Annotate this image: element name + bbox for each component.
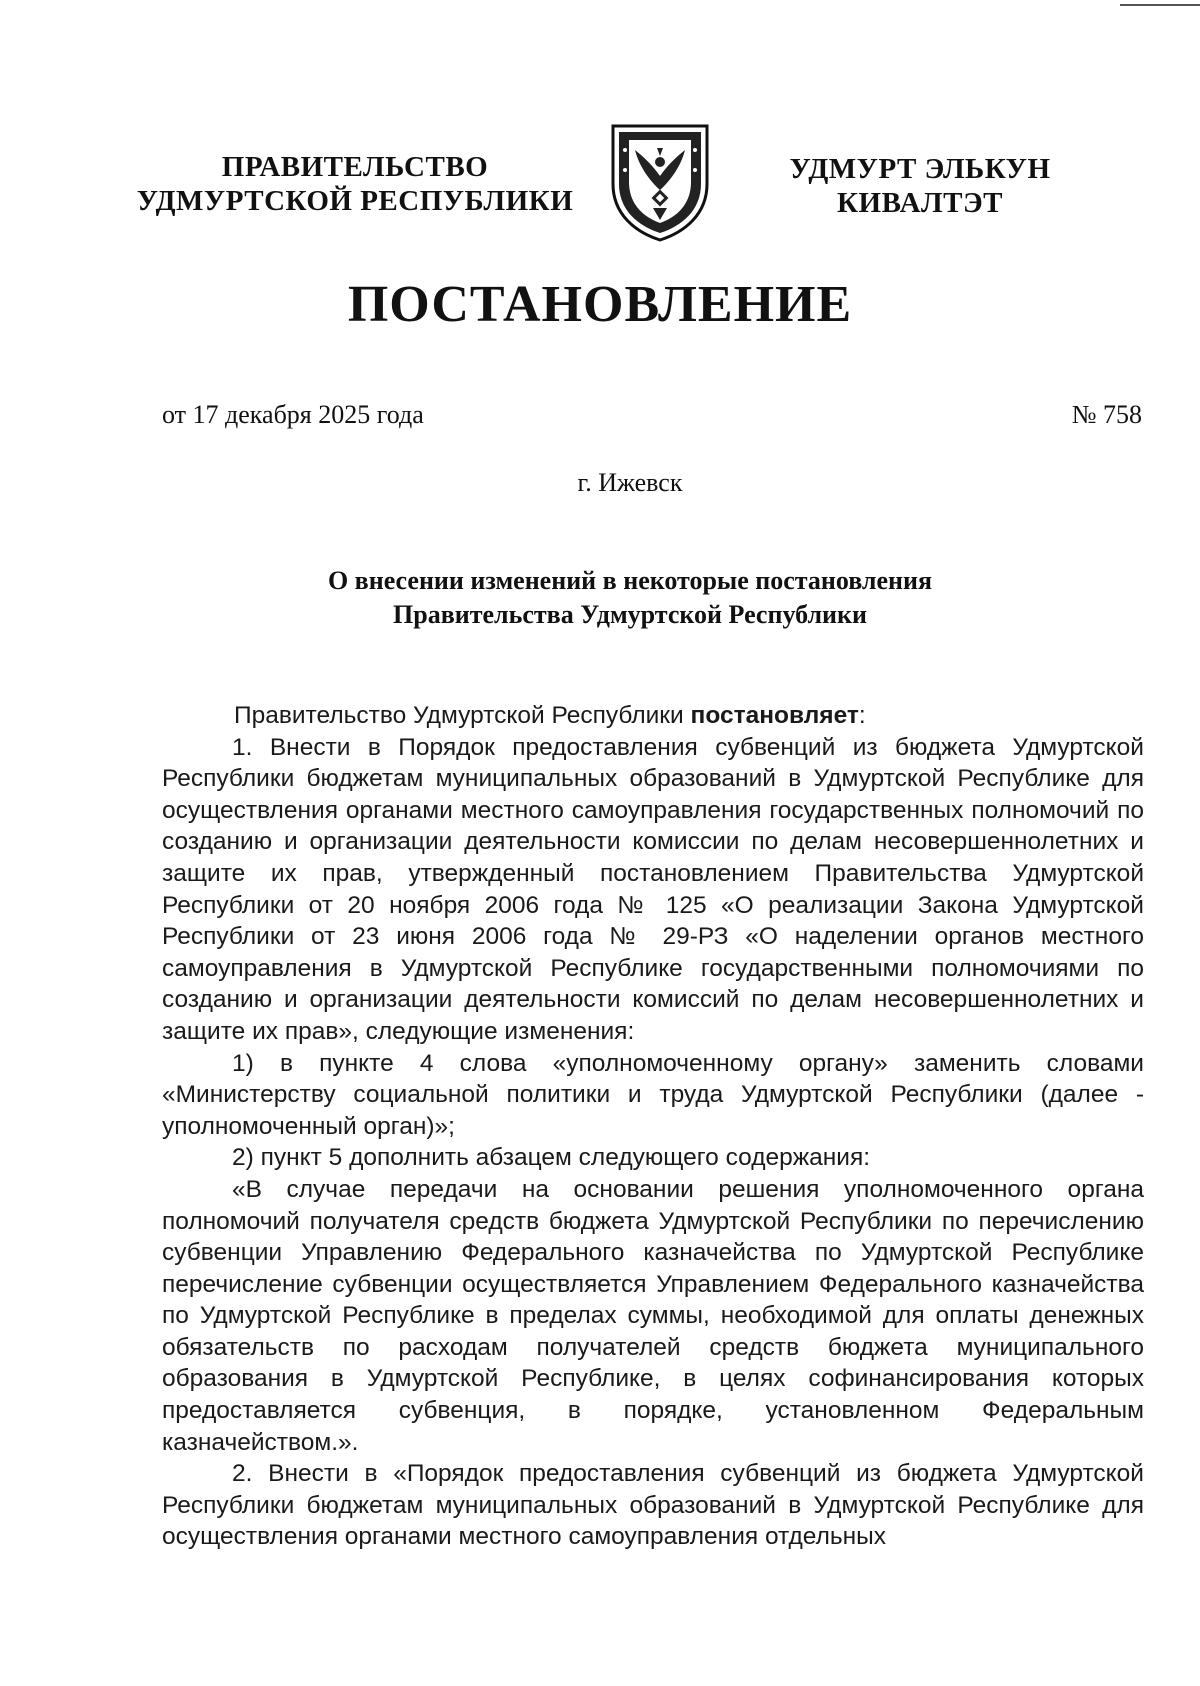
body-intro-prefix: Правительство Удмуртской Республики	[234, 702, 691, 729]
body-intro	[162, 700, 1144, 732]
body-paragraph-3: 2) пункт 5 дополнить абзацем следующего содержания:	[232, 1144, 871, 1172]
body-paragraph-4: «В случае передачи на основании решения уполномоченного органа полномочий получателя средств бюджета Удмуртской Республики по перечислению субвенции Управлению Федерального казначейства по Удмуртской Республике перечисление субвенции осуществляется Управлением Федерального казначейства по Удмуртской Республике в пределах суммы, необходимой для оплаты денежных обязательств по расходам получателей средств бюджета муниципального образования в Удмуртской Республике, в целях софинансирования которых предоставляется субвенция, в порядке, установленном Федеральным казначейством.».	[162, 1175, 1144, 1456]
government-name-udmurt-line-1: УДМУРТ ЭЛЬКУН	[789, 153, 1051, 185]
document-number: № 758	[1071, 400, 1142, 429]
udmurt-coat-of-arms-icon	[605, 120, 715, 242]
government-name-line-1: ПРАВИТЕЛЬСТВО	[221, 151, 489, 183]
document-type-title: ПОСТАНОВЛЕНИЕ	[347, 276, 853, 333]
body-intro-bold: постановляет	[690, 702, 859, 729]
scan-edge-line	[1120, 4, 1200, 6]
government-name-russian	[130, 150, 580, 218]
document-subject-line-1: О внесении изменений в некоторые постановления	[327, 566, 933, 595]
document-header	[0, 120, 1200, 240]
document-subject-line-2: Правительства Удмуртской Республики	[393, 600, 867, 629]
document-body	[162, 700, 1144, 1553]
government-name-line-2: УДМУРТСКОЙ РЕСПУБЛИКИ	[136, 185, 574, 217]
body-paragraph-5: 2. Внести в «Порядок предоставления субвенций из бюджета Удмуртской Республики бюджетам муниципальных образований в Удмуртской Республике для осуществления органами местного самоуправления отдельных	[162, 1460, 1144, 1551]
body-paragraph-1: 1. Внести в Порядок предоставления субвенций из бюджета Удмуртской Республики бюджетам муниципальных образований в Удмуртской Республике для осуществления органами местного самоуправления государственных полномочий по созданию и организации деятельности комиссии по делам несовершеннолетних и защите их прав, утвержденный постановлением Правительства Удмуртской Республики от 20 ноября 2006 года № 125 «О реализации Закона Удмуртской Республики от 23 июня 2006 года № 29-РЗ «О наделении органов местного самоуправления в Удмуртской Республике государственными полномочиями по созданию и организации деятельности комиссий по делам несовершеннолетних и защите их прав», следующие изменения:	[162, 733, 1144, 1045]
document-subject	[0, 564, 1200, 632]
body-paragraph-2: 1) в пункте 4 слова «уполномоченному органу» заменить словами «Министерству социальной политики и труда Удмуртской Республики (далее - уполномоченный орган)»;	[162, 1049, 1144, 1140]
government-name-udmurt	[770, 152, 1070, 220]
document-date: от 17 декабря 2025 года	[162, 400, 424, 429]
document-city: г. Ижевск	[577, 468, 683, 497]
body-intro-suffix: :	[858, 702, 866, 729]
government-name-udmurt-line-2: КИВАЛТЭТ	[836, 187, 1003, 219]
